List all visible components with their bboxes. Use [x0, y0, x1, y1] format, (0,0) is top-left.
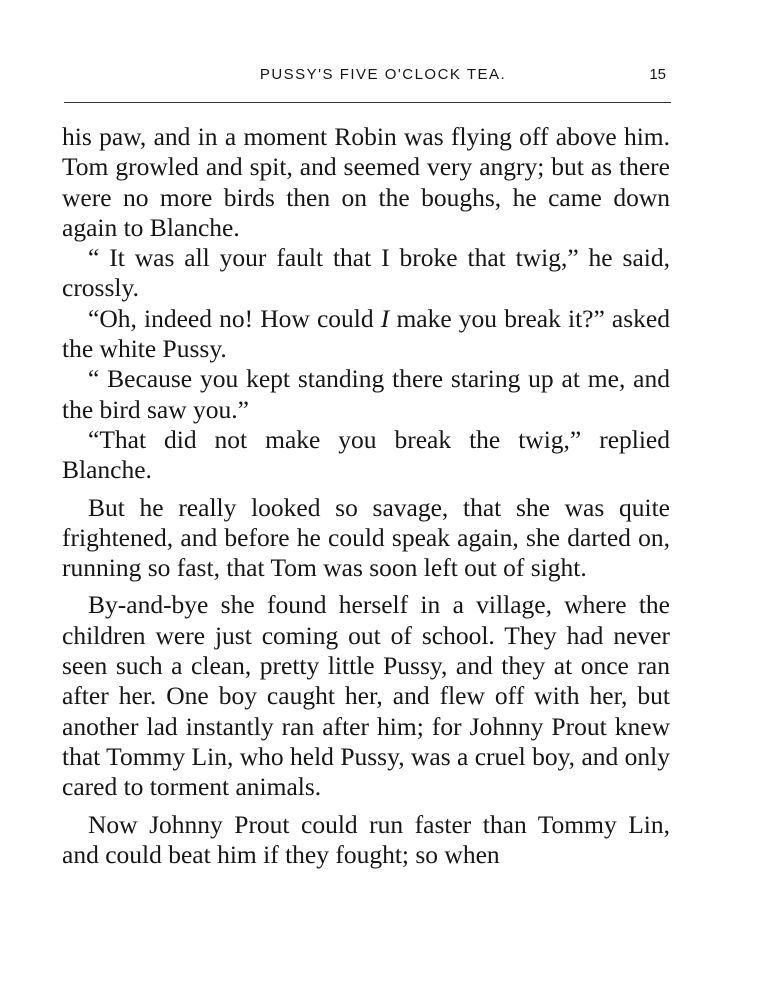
paragraph: [62, 304, 670, 365]
header-rule: [64, 102, 671, 103]
paragraph: “ Because you kept standing there staring up at me, and the bird saw you.”: [62, 364, 670, 424]
paragraph-text: “Oh, indeed no! How could: [88, 303, 381, 333]
paragraph: By-and-bye she found herself in a village, where the children were just coming out of school. They had never seen such a clean, pretty little Pussy, and they at once ran after her. One boy caught her, and flew off with her, but another lad instantly ran after him; for Johnny Prout knew that Tommy Lin, who held Pussy, was a cruel boy, and only cared to torment animals.: [62, 590, 670, 802]
paragraph: “That did not make you break the twig,” replied Blanche.: [62, 424, 670, 485]
page-number: 15: [649, 66, 666, 83]
paragraph-text: make you break it?” asked the white Pussy.: [62, 303, 670, 364]
paragraph: his paw, and in a moment Robin was flying off above him. Tom growled and spit, and seemed very angry; but as there were no more birds then on the boughs, he came down again to Blanche.: [62, 122, 670, 242]
paragraph: Now Johnny Prout could run faster than Tommy Lin, and could beat him if they fought; so when: [62, 809, 670, 869]
paragraph: “ It was all your fault that I broke that twig,” he said, crossly.: [62, 243, 670, 303]
running-title: PUSSY'S FIVE O'CLOCK TEA.: [259, 66, 507, 83]
running-header: [64, 66, 670, 90]
italic-word: I: [380, 303, 390, 333]
paragraph: But he really looked so savage, that she was quite frightened, and before he could speak again, she darted on, running so fast, that Tom was soon left out of sight.: [62, 492, 670, 583]
body-text: [62, 122, 670, 870]
